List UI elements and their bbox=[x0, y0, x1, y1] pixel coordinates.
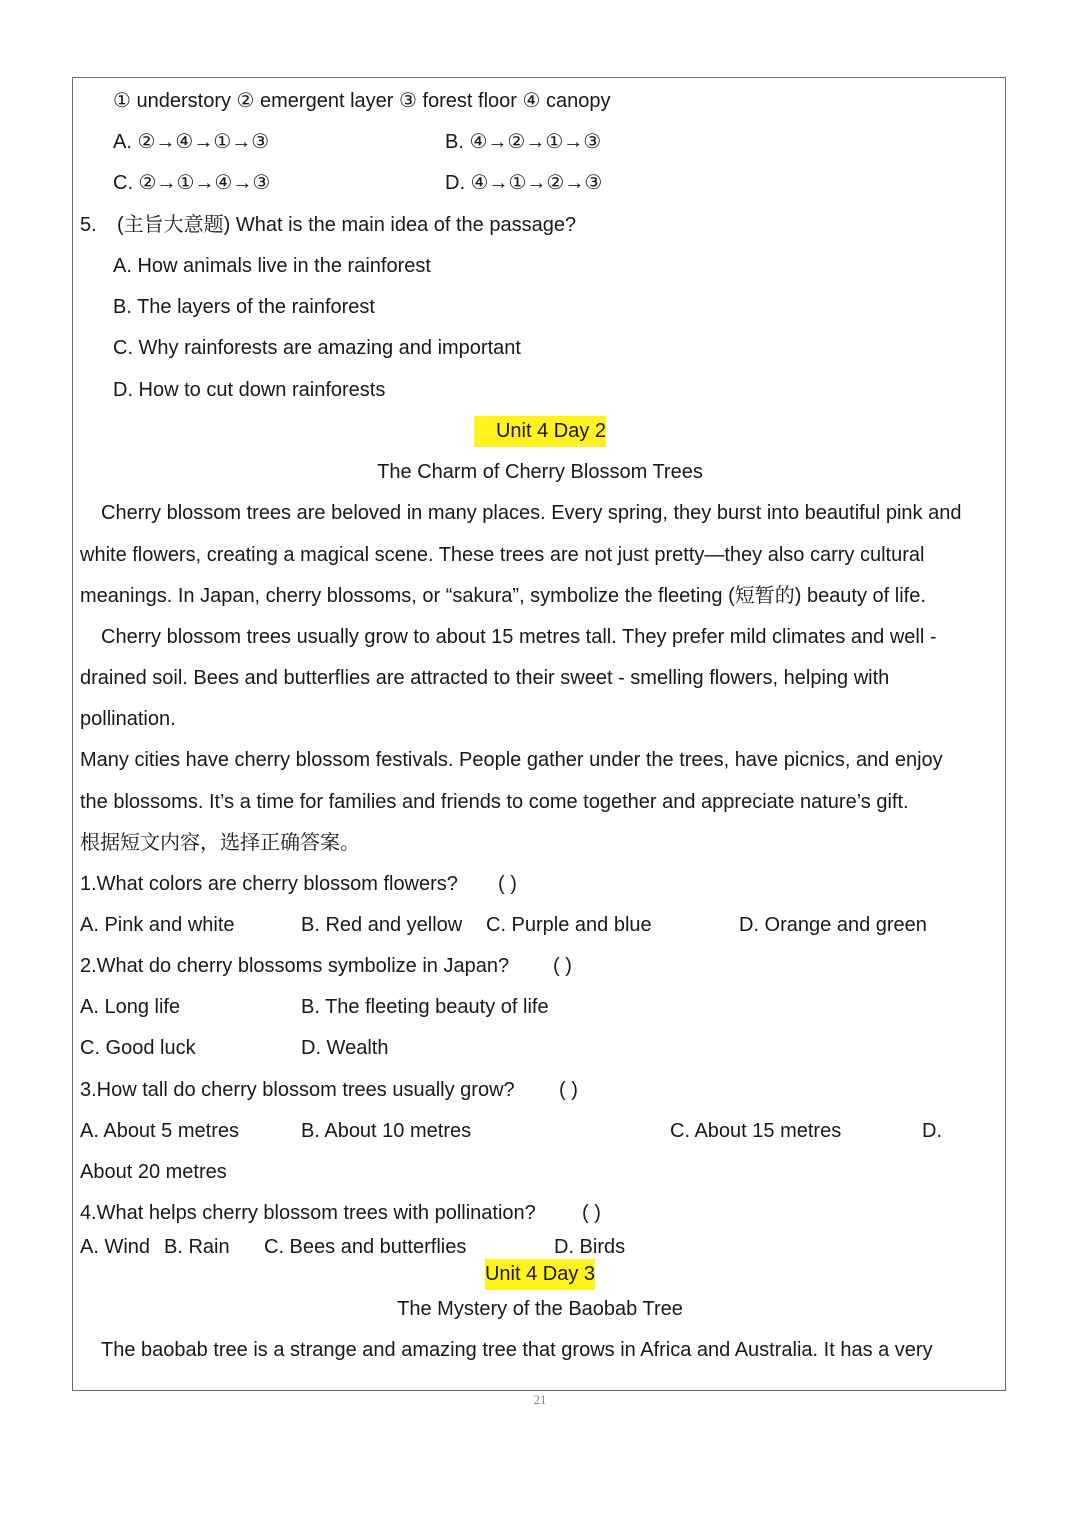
q5-question: (主旨大意题) What is the main idea of the passage? bbox=[117, 214, 577, 236]
day2-heading-wrap bbox=[0, 419, 1080, 443]
day2-q2-option-d: D. Wealth bbox=[301, 1037, 389, 1059]
day2-q1-option-d: D. Orange and green bbox=[739, 914, 927, 936]
day2-q2: 2.What do cherry blossoms symbolize in Japan? bbox=[80, 955, 510, 977]
day2-text-line-2: white flowers, creating a magical scene. These trees are not just pretty—they also carry cultural bbox=[80, 544, 925, 566]
day2-q2-option-b: B. The fleeting beauty of life bbox=[301, 996, 549, 1018]
day2-text-line-3: meanings. In Japan, cherry blossoms, or “sakura”, symbolize the fleeting (短暂的) beauty of life. bbox=[80, 585, 926, 607]
day2-q3-option-d-text: About 20 metres bbox=[80, 1161, 227, 1183]
day2-text-line-8: the blossoms. It’s a time for families and friends to come together and appreciate nature’s gift. bbox=[80, 791, 909, 813]
q4-option-d: D. ④→①→②→③ bbox=[445, 172, 603, 194]
day2-text-line-6: pollination. bbox=[80, 708, 176, 730]
day2-text-line-1: Cherry blossom trees are beloved in many places. Every spring, they burst into beautiful pink and bbox=[101, 502, 962, 524]
day2-q4-option-d: D. Birds bbox=[554, 1236, 626, 1258]
day2-q3-paren: ( ) bbox=[559, 1079, 578, 1101]
day2-q1: 1.What colors are cherry blossom flowers? bbox=[80, 873, 458, 895]
day2-q4-paren: ( ) bbox=[582, 1202, 601, 1224]
day2-instruction: 根据短文内容，选择正确答案。 bbox=[80, 832, 360, 854]
day2-q3-option-c: C. About 15 metres bbox=[670, 1120, 842, 1142]
day2-q4-option-a: A. Wind bbox=[80, 1236, 151, 1258]
day2-text-line-5: drained soil. Bees and butterflies are attracted to their sweet - smelling flowers, helping with bbox=[80, 667, 890, 689]
q4-option-b: B. ④→②→①→③ bbox=[445, 131, 602, 153]
q5-option-b: B. The layers of the rainforest bbox=[113, 296, 375, 318]
day2-q3: 3.How tall do cherry blossom trees usually grow? bbox=[80, 1079, 515, 1101]
day2-text-line-7: Many cities have cherry blossom festivals. People gather under the trees, have picnics, and enjoy bbox=[80, 749, 943, 771]
day3-title: The Mystery of the Baobab Tree bbox=[397, 1298, 683, 1320]
day2-q2-paren: ( ) bbox=[553, 955, 572, 977]
day2-q3-option-b: B. About 10 metres bbox=[301, 1120, 472, 1142]
q4-option-c: C. ②→①→④→③ bbox=[113, 172, 271, 194]
q4-option-a: A. ②→④→①→③ bbox=[113, 131, 270, 153]
day2-q3-option-a: A. About 5 metres bbox=[80, 1120, 239, 1142]
day2-q4-option-c: C. Bees and butterflies bbox=[264, 1236, 467, 1258]
day2-title: The Charm of Cherry Blossom Trees bbox=[377, 461, 703, 483]
day2-q1-paren: ( ) bbox=[498, 873, 517, 895]
day2-q4-option-b: B. Rain bbox=[164, 1236, 230, 1258]
day3-heading: Unit 4 Day 3 bbox=[485, 1259, 595, 1290]
day2-text-line-4: Cherry blossom trees usually grow to about 15 metres tall. They prefer mild climates and well - bbox=[101, 626, 937, 648]
day2-q3-option-d: D. bbox=[922, 1120, 942, 1142]
q5-option-c: C. Why rainforests are amazing and important bbox=[113, 337, 521, 359]
layer-list: ① understory ② emergent layer ③ forest floor ④ canopy bbox=[113, 90, 611, 112]
day2-q4: 4.What helps cherry blossom trees with pollination? bbox=[80, 1202, 536, 1224]
day2-q1-option-a: A. Pink and white bbox=[80, 914, 235, 936]
page-number: 21 bbox=[533, 1392, 547, 1407]
q5-number: 5. bbox=[80, 214, 97, 236]
day2-q2-option-c: C. Good luck bbox=[80, 1037, 196, 1059]
q5-option-a: A. How animals live in the rainforest bbox=[113, 255, 431, 277]
day2-heading: Unit 4 Day 2 bbox=[474, 416, 606, 447]
day3-heading-wrap bbox=[0, 1262, 1080, 1286]
day2-q2-option-a: A. Long life bbox=[80, 996, 181, 1018]
day2-q1-option-c: C. Purple and blue bbox=[486, 914, 652, 936]
day2-q1-option-b: B. Red and yellow bbox=[301, 914, 463, 936]
q5-option-d: D. How to cut down rainforests bbox=[113, 379, 386, 401]
day3-text-line-1: The baobab tree is a strange and amazing tree that grows in Africa and Australia. It has a very bbox=[101, 1339, 933, 1361]
